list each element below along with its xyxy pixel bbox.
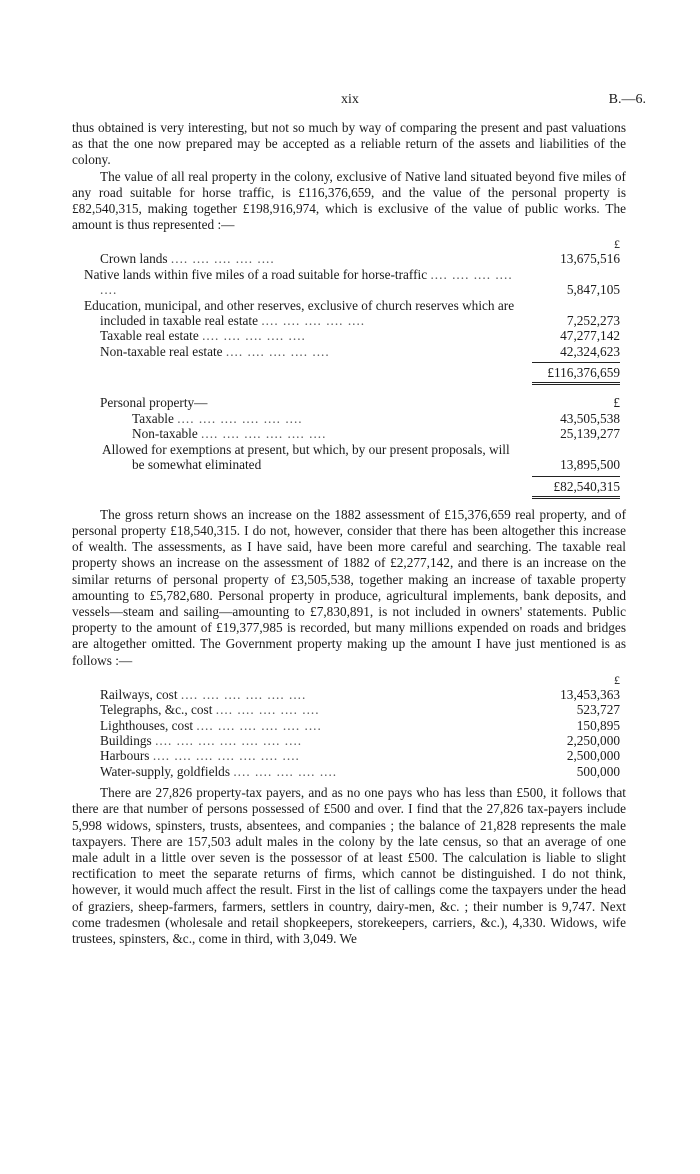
row-label: Allowed for exemptions at present, but which, by our present proposals, will be somewhat eliminated [102,441,510,473]
row-amount: 47,277,142 [560,328,620,344]
row-label: Telegraphs, &c., cost .... .... .... .... .... [100,702,320,718]
row-label: Lighthouses, cost .... .... .... .... .... .... [100,717,322,733]
row-label: Non-taxable .... .... .... .... .... .... [132,426,327,442]
row-amount: 25,139,277 [560,426,620,442]
paragraph-1: thus obtained is very interesting, but not so much by way of comparing the present and past valuations as that the one now prepared may be accepted as a reliable return of the assets and liabilities of the colony. [72,120,626,168]
row-amount: 150,895 [576,717,620,733]
table-row [100,251,620,266]
row-label: Taxable .... .... .... .... .... .... [132,410,303,426]
row-amount: 13,675,516 [560,251,620,267]
personal-property-unit: £ [613,395,620,411]
table-row [100,395,620,410]
personal-property-table [100,395,620,498]
row-amount: 2,250,000 [566,732,620,748]
personal-property-heading: Personal property— [100,395,208,411]
page-number: xix [341,92,359,107]
row-amount: 43,505,538 [560,410,620,426]
table-row [100,267,620,298]
table-row [100,426,620,441]
table-row [100,328,620,343]
paper-reference: B.—6. [608,92,646,107]
row-amount: 2,500,000 [566,748,620,764]
row-amount: 523,727 [576,702,620,718]
running-header [0,92,700,108]
row-amount: 42,324,623 [560,343,620,359]
paragraph-3: The gross return shows an increase on the 1882 assessment of £15,376,659 real property, and of personal property £18,540,315. I do not, however, consider that there has been altogether this increase of wealth. The assessments, as I have said, have been more careful and searching. The taxable real property shows an increase on the assessment of 1882 of £2,277,142, and there is an increase on the similar returns of personal property of £3,505,538, together making an increase of taxable property amounting to £5,782,680. Personal property in produce, agricultural implements, bank deposits, and vessels—steam and sailing—amounting to £7,830,891, is not included in owners' statements. Public property to the amount of £19,377,985 is recorded, but many millions expended on roads and bridges are altogether omitted. The Government property making up the amount I have just mentioned is as follows :— [72,506,626,668]
table-row [100,748,620,763]
government-property-table [100,673,620,779]
table-row [100,442,620,473]
table-row [100,344,620,359]
row-label: Crown lands .... .... .... .... .... [100,251,275,267]
row-label: Water-supply, goldfields .... .... .... .... .... [100,763,338,779]
row-amount: 7,252,273 [566,313,620,329]
real-property-table [84,237,620,385]
table-row [100,298,620,329]
real-property-unit: £ [614,237,620,252]
row-label: Railways, cost .... .... .... .... .... .... [100,686,307,702]
table-row [100,718,620,733]
paragraph-4: There are 27,826 property-tax payers, and as no one pays who has less than £500, it follows that there are that number of persons possessed of £500 and over. I find that the 27,826 tax-payers include 5,998 widows, spinsters, trusts, absentees, and companies ; the balance of 21,828 represents the male taxpayers. There are 157,503 adult males in the colony by the late census, so that an average of one male adult in a little over seven is the possessor of at least £500. The calculation is liable to slight rectification to meet the separate returns of firms, which cannot be distinguished. I do not think, however, it would much affect the result. First in the list of callings come the taxpayers under the head of graziers, sheep-farmers, farmers, settlers in country, dairy-men, &c. ; their number is 9,747. Next come tradesmen (wholesale and retail shopkeepers, storekeepers, carriers, &c.), 4,330. Widows, wife trustees, spinsters, &c., come in third, with 3,049. We [72,785,626,946]
row-amount: 5,847,105 [566,282,620,298]
row-label: Education, municipal, and other reserves, exclusive of church reserves which are included in taxable real estate .... .... .... .... .... [84,297,515,329]
row-label: Native lands within five miles of a road suitable for horse-traffic .... .... .... .... .... [84,266,513,298]
table-row [100,733,620,748]
table-row [100,687,620,702]
table-row [100,411,620,426]
row-label: Harbours .... .... .... .... .... .... .... [100,748,300,764]
table-row [100,702,620,717]
row-label: Taxable real estate .... .... .... .... .... [100,328,306,344]
row-amount: 13,453,363 [560,686,620,702]
row-label: Buildings .... .... .... .... .... .... .... [100,732,303,748]
table-row [100,764,620,779]
document-body [72,120,626,947]
row-amount: 500,000 [576,763,620,779]
row-label: Non-taxable real estate .... .... .... .... .... [100,343,330,359]
row-amount: 13,895,500 [560,457,620,473]
real-property-total: £116,376,659 [532,362,620,385]
personal-property-total: £82,540,315 [532,476,620,499]
government-property-unit: £ [614,672,620,687]
paragraph-2: The value of all real property in the colony, exclusive of Native land situated beyond five miles of any road suitable for horse traffic, is £116,376,659, and the value of the personal property is £82,540,315, making together £198,916,974, which is exclusive of the value of public works. The amount is thus represented :— [72,168,626,233]
